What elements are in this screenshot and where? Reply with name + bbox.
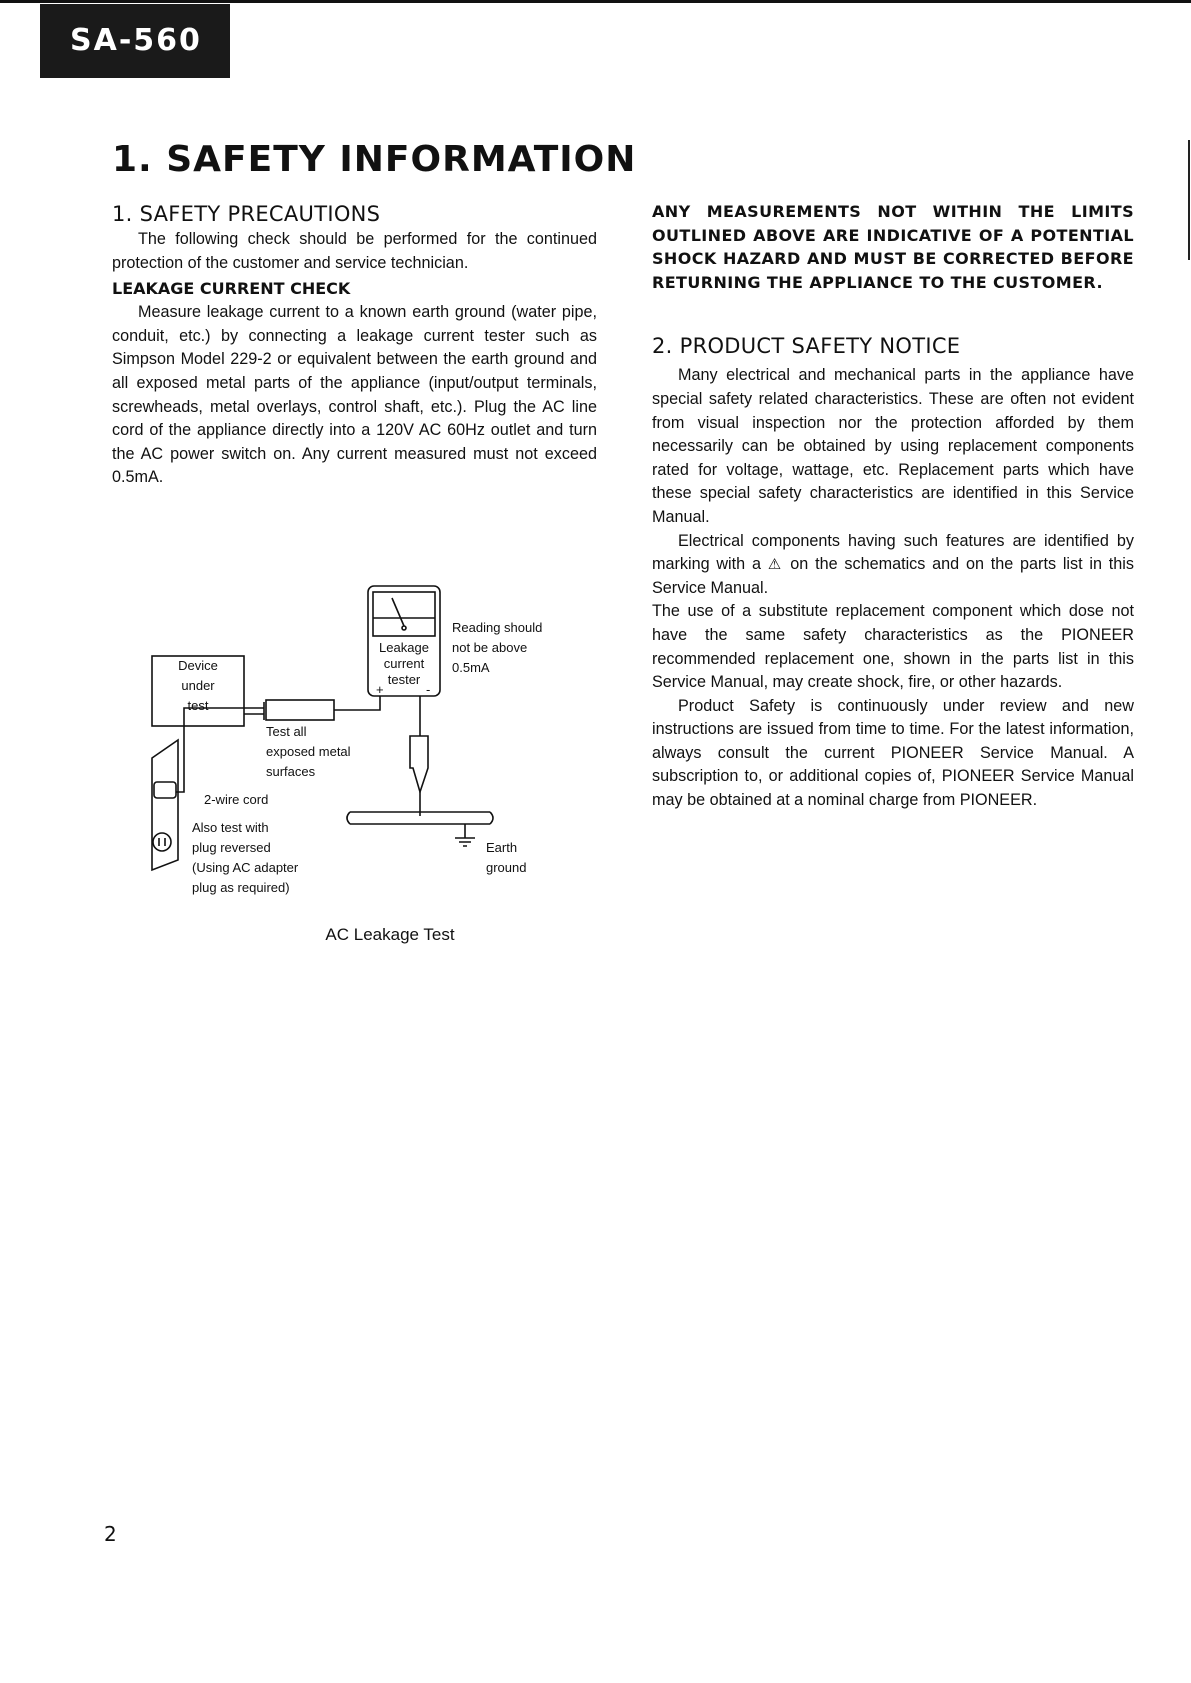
cord-label: 2-wire cord (204, 792, 269, 807)
plug (154, 782, 176, 798)
page-title: 1. SAFETY INFORMATION (112, 139, 637, 180)
shock-hazard-warning: ANY MEASUREMENTS NOT WITHIN THE LIMITS OUTLINED ABOVE ARE INDICATIVE OF A POTENTIAL SHOCK HAZARD AND MUST BE CORRECTED BEFORE RETURNING THE APPLIANCE TO THE CUSTOMER. (652, 202, 1134, 292)
ac-leakage-diagram (130, 580, 600, 900)
tester-minus-label: - (426, 682, 431, 697)
plug-reversed-note: Also test with plug reversed (Using AC adapter plug as required) (192, 820, 299, 895)
probe-to-tester (334, 696, 380, 710)
earth-clamp (410, 736, 428, 792)
socket (153, 833, 171, 851)
section-title-safety-precautions: 1. SAFETY PRECAUTIONS (112, 202, 381, 226)
product-safety-paragraph-1: Many electrical and mechanical parts in the appliance have special safety related characteristics. These are often not evident from visual inspection nor the protection afforded by them necessarily can be obtained by using replacement components rated for voltage, wattage, etc. Replacement parts which have these special safety characteristics are identified in this Service Manual. (652, 366, 1134, 526)
subsection-title-leakage-check: LEAKAGE CURRENT CHECK (112, 279, 351, 299)
tester-plus-label: + (376, 682, 384, 697)
right-column (652, 200, 1134, 813)
device-label: Device under test (178, 658, 218, 713)
top-rule (0, 0, 1191, 3)
left-column (112, 200, 597, 490)
product-safety-paragraph-4: Product Safety is continuously under review and new instructions are issued from time to time. For the latest information, always consult the current PIONEER Service Manual. A subscription to, or additional copies of, PIONEER Service Manual may be obtained at a nominal charge from PIONEER. (652, 696, 1134, 810)
page-number: 2 (104, 1522, 117, 1546)
probe-wire (244, 702, 264, 720)
model-label: SA-560 (70, 23, 202, 58)
intro-paragraph: The following check should be performed for the continued protection of the customer and service technician. (112, 230, 597, 272)
probe (266, 700, 334, 720)
product-safety-paragraph-3: The use of a substitute replacement component which dose not have the same safety characteristics as the PIONEER recommended replacement one, shown in the parts list in this Service Manual, may create shock, fire, or other hazards. (652, 602, 1134, 692)
tester-label: Leakage current tester (379, 640, 429, 687)
reading-note: Reading should not be above 0.5mA (452, 620, 543, 675)
page-edge-mark (1188, 140, 1190, 260)
product-safety-paragraph-2: Electrical components having such features are identified by marking with a ⚠ on the schematics and on the parts list in this Service Manual. (652, 531, 1134, 597)
model-badge (40, 4, 230, 78)
earth-ground-label: Earth ground (486, 840, 527, 875)
meter-needle (392, 598, 404, 626)
leakage-paragraph: Measure leakage current to a known earth ground (water pipe, conduit, etc.) by connecting a leakage current tester such as Simpson Model 229-2 or equivalent between the earth ground and all exposed metal parts of the appliance (input/output terminals, screwheads, metal overlays, control shaft, etc.). Plug the AC line cord of the appliance directly into a 120V AC 60Hz outlet and turn the AC power switch on. Any current measured must not exceed 0.5mA. (112, 303, 597, 487)
warning-triangle-icon: ⚠ (767, 556, 784, 574)
power-cord (176, 726, 184, 792)
earth-ground-symbol (455, 824, 475, 846)
test-all-note: Test all exposed metal surfaces (266, 724, 351, 779)
section-title-product-safety: 2. PRODUCT SAFETY NOTICE (652, 334, 961, 359)
figure-caption: AC Leakage Test (325, 925, 455, 944)
